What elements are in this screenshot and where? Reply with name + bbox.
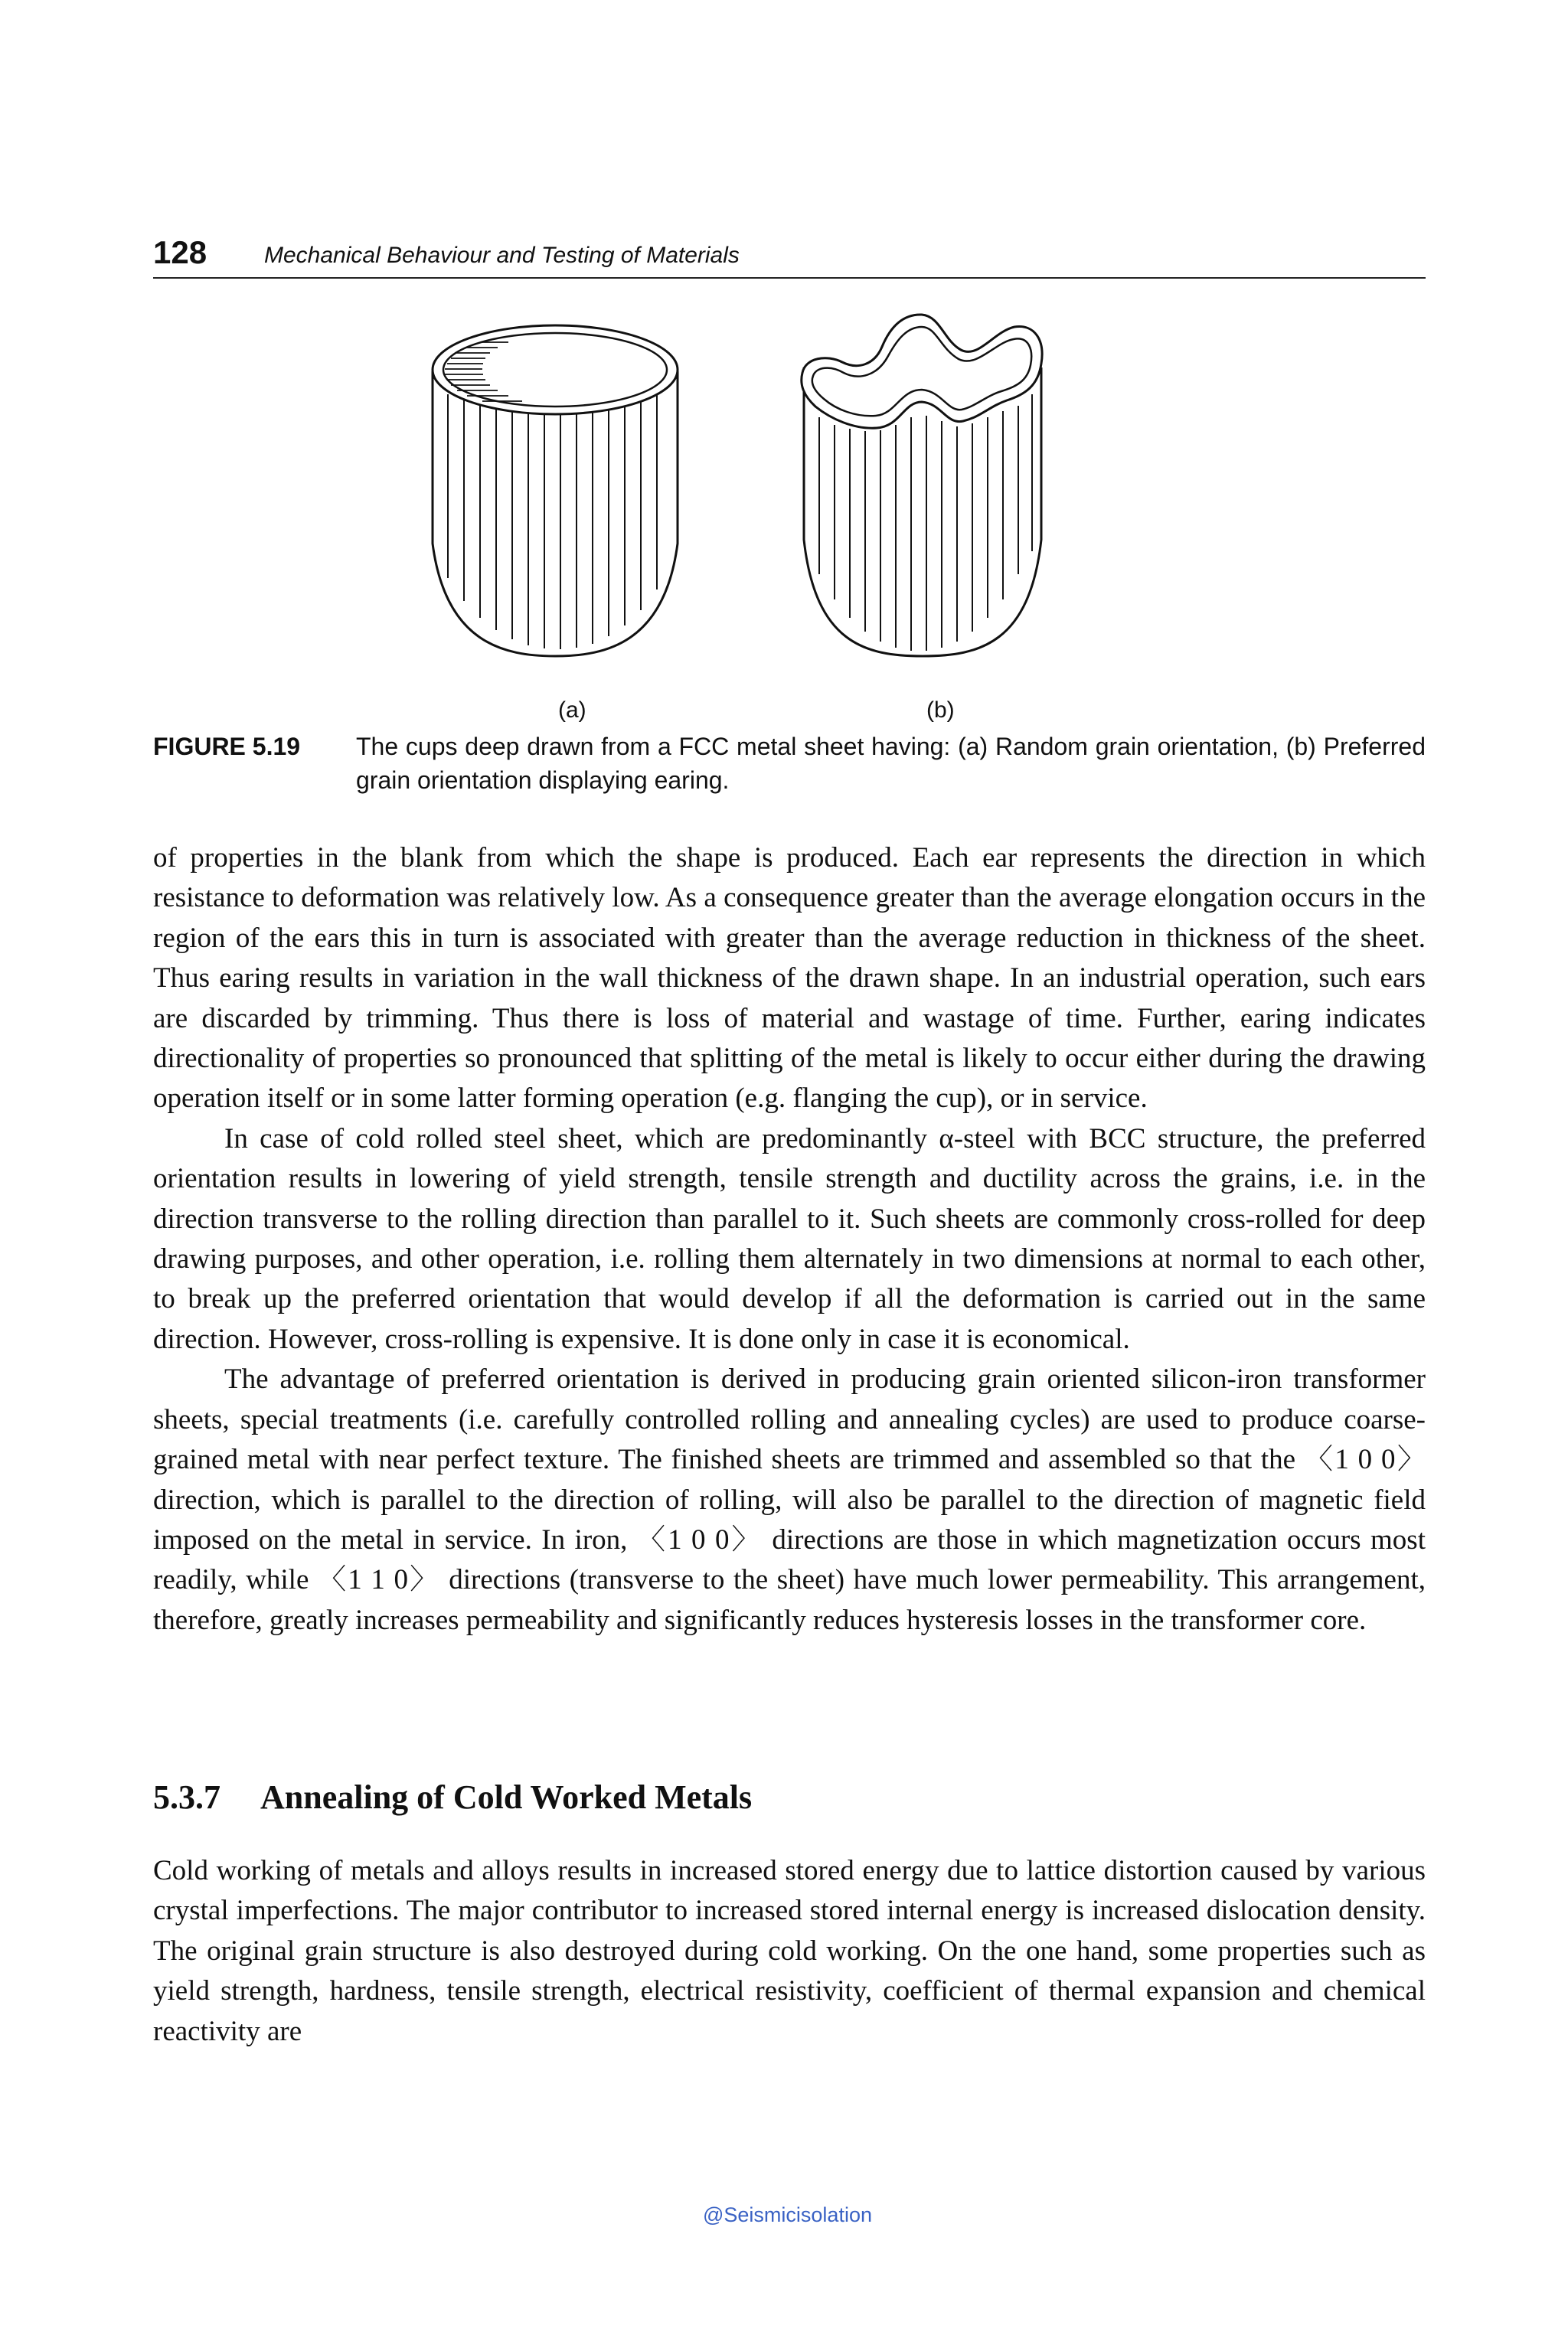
running-title: Mechanical Behaviour and Testing of Materials	[264, 243, 740, 268]
paragraph-cold-rolled-steel: In case of cold rolled steel sheet, which are predominantly α-steel with BCC structure, the preferred orientation results in lowering of yield strength, tensile strength and ductility across the grains, i.e. in the direction transverse to the rolling direction than parallel to it. Such sheets are commonly cross-rolled for deep drawing purposes, and other operation, i.e. rolling them alternately in two dimensions at normal to each other, to break up the preferred orientation that would develop if all the deformation is carried out in the same direction. However, cross-rolling is expensive. It is done only in case it is economical.	[153, 1122, 1426, 1355]
figure-label-a: (a)	[558, 697, 586, 723]
figure-caption-label: FIGURE 5.19	[153, 733, 301, 760]
paragraph-annealing-intro: Cold working of metals and alloys results in increased stored energy due to lattice distortion caused by various crystal imperfections. The major contributor to increased stored internal energy is increased dislocation density. The original grain structure is also destroyed during cold working. On the one hand, some properties such as yield strength, hardness, tensile strength, electrical resistivity, coefficient of thermal expansion and chemical reactivity are	[153, 1855, 1426, 2047]
figure-caption-text: The cups deep drawn from a FCC metal sheet having: (a) Random grain orientation, (b) Preferred grain orientation displaying earing.	[356, 733, 1426, 794]
cup-b-drawing	[802, 315, 1042, 656]
watermark: @Seismicisolation	[703, 2203, 872, 2226]
body-text-lower	[153, 1851, 1426, 2052]
paragraph-preferred-orientation-advantage: The advantage of preferred orientation is derived in producing grain oriented silicon-iron transformer sheets, special treatments (i.e. carefully controlled rolling and annealing cycles) are used to produce coarse-grained metal with near perfect texture. The finished sheets are trimmed and assembled so that the 〈1 0 0〉 direction, which is parallel to the direction of rolling, will also be parallel to the direction of magnetic field imposed on the metal in service. In iron, 〈1 0 0〉 directions are those in which magnetization occurs most readily, while 〈1 1 0〉 directions (transverse to the sheet) have much lower permeability. This arrangement, therefore, greatly increases permeability and significantly reduces hysteresis losses in the transformer core.	[153, 1363, 1426, 1636]
section-title: Annealing of Cold Worked Metals	[260, 1778, 753, 1816]
figure-label-b: (b)	[926, 697, 955, 723]
cup-a-drawing	[433, 325, 678, 656]
page-number: 128	[153, 234, 207, 270]
section-number: 5.3.7	[153, 1778, 220, 1816]
figure-5-19	[413, 310, 1179, 727]
body-text-upper	[153, 838, 1426, 1641]
running-header	[153, 230, 1426, 279]
section-heading	[153, 1775, 1426, 1821]
paragraph-continued: of properties in the blank from which the shape is produced. Each ear represents the direction in which resistance to deformation was relatively low. As a consequence greater than the average elongation occurs in the region of the ears this in turn is associated with greater than the average reduction in thickness of the sheet. Thus earing results in variation in the wall thickness of the drawn shape. In an industrial operation, such ears are discarded by trimming. Thus there is loss of material and wastage of time. Further, earing indicates directionality of properties so pronounced that splitting of the metal is likely to occur either during the drawing operation itself or in some latter forming operation (e.g. flanging the cup), or in service.	[153, 842, 1426, 1115]
